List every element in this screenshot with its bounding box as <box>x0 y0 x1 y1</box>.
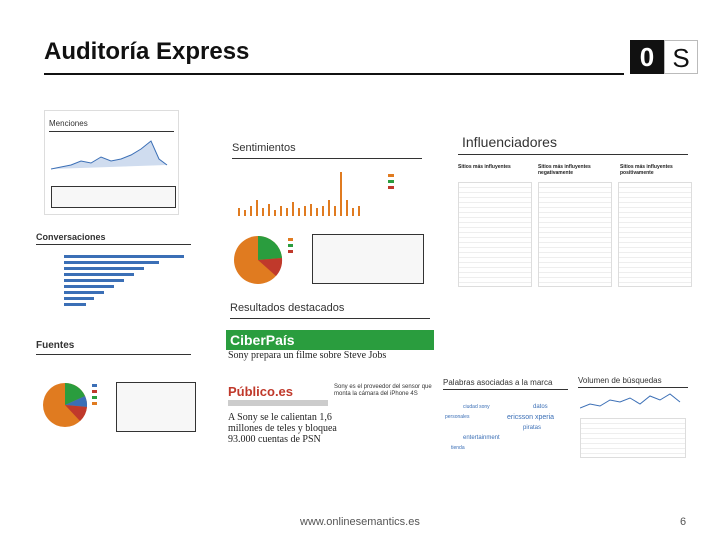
fuentes-legend <box>92 384 112 405</box>
publico-logo: Público.es <box>228 384 294 399</box>
sentimientos-note <box>312 234 424 284</box>
busquedas-rule <box>578 387 688 388</box>
conv-bar <box>64 261 159 264</box>
resultados-panel <box>226 300 434 460</box>
influ-col2-title: Sitios más influyentes negativamente <box>538 164 591 176</box>
footer-url[interactable]: www.onlinesemantics.es <box>300 516 420 528</box>
conv-bar <box>64 297 94 300</box>
word-item: tienda <box>451 445 465 451</box>
influ-col3-title: Sitios más influyentes positivamente <box>620 164 673 176</box>
conversaciones-panel <box>36 232 196 327</box>
menciones-note <box>51 186 176 208</box>
word-item: entertainment <box>463 435 500 441</box>
resultados-title: Resultados destacados <box>230 302 345 314</box>
headline-sony-psn[interactable]: A Sony se le calientan 1,6 millones de teles y bloquea 93.000 cuentas de PSN <box>228 412 337 445</box>
fuentes-pie-chart <box>40 380 90 430</box>
sentimientos-bar-chart <box>234 170 384 218</box>
conv-bar <box>64 273 134 276</box>
conversaciones-bars <box>64 255 196 306</box>
busquedas-table <box>580 418 686 458</box>
word-item: ciudad sony <box>463 404 490 410</box>
palabras-panel <box>443 378 571 458</box>
fuentes-panel <box>36 340 196 440</box>
menciones-title: Menciones <box>49 119 88 128</box>
menciones-panel <box>44 110 179 215</box>
conversaciones-title: Conversaciones <box>36 232 106 242</box>
page-title: Auditoría Express <box>44 38 250 65</box>
conversaciones-rule <box>36 244 191 245</box>
title-divider <box>44 73 624 75</box>
logo-left: 0 <box>630 40 664 74</box>
sentimientos-pie-legend <box>288 238 293 253</box>
sentimientos-rule <box>232 158 422 159</box>
conv-bar <box>64 285 114 288</box>
influenciadores-title: Influenciadores <box>462 134 557 150</box>
word-item: personales <box>445 414 470 420</box>
publico-nav <box>228 400 328 406</box>
menciones-line-chart <box>51 139 171 181</box>
conv-bar <box>64 303 86 306</box>
sentimientos-title: Sentimientos <box>232 142 296 154</box>
influenciadores-panel <box>450 130 692 290</box>
sentimientos-panel <box>228 138 426 288</box>
conv-bar <box>64 279 124 282</box>
ciberpais-banner: CiberPaís <box>226 330 434 350</box>
palabras-title: Palabras asociadas a la marca <box>443 378 553 387</box>
word-cloud <box>443 390 571 450</box>
logo-right: S <box>664 40 698 74</box>
influ-col1-title: Sitios más influyentes <box>458 164 511 170</box>
conv-bar <box>64 267 144 270</box>
page-number: 6 <box>680 516 687 528</box>
fuentes-note <box>116 382 196 432</box>
fuentes-title: Fuentes <box>36 340 75 351</box>
conv-bar <box>64 255 184 258</box>
busquedas-title: Volumen de búsquedas <box>578 376 662 385</box>
busquedas-line-chart <box>580 390 686 414</box>
resultados-rule <box>230 318 430 319</box>
sentimientos-legend <box>388 174 394 189</box>
sentimientos-pie-chart <box>232 234 284 286</box>
influ-table-2 <box>538 182 612 287</box>
influ-table-1 <box>458 182 532 287</box>
menciones-rule <box>49 131 174 132</box>
conv-bar <box>64 291 104 294</box>
publico-side-note: Sony es el proveedor del sensor que monta la cámara del iPhone 4S <box>334 384 432 397</box>
headline-steve-jobs[interactable]: Sony prepara un filme sobre Steve Jobs <box>228 350 387 361</box>
word-item: ericsson xperia <box>507 414 555 421</box>
word-item: datos <box>533 404 548 410</box>
influ-table-3 <box>618 182 692 287</box>
word-item: piratas <box>523 425 542 431</box>
busquedas-panel <box>578 376 690 460</box>
brand-logo <box>630 40 698 74</box>
influenciadores-rule <box>458 154 688 155</box>
fuentes-rule <box>36 354 191 355</box>
